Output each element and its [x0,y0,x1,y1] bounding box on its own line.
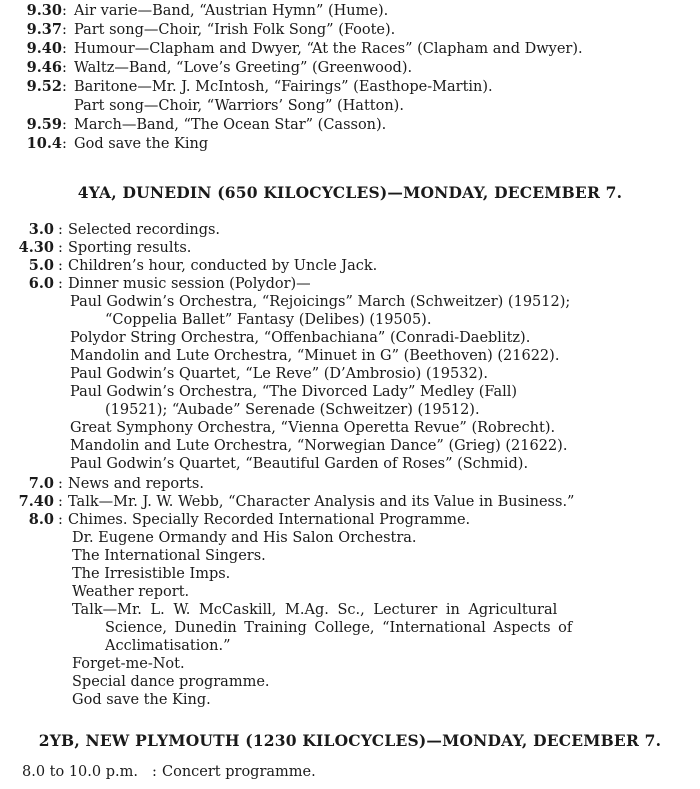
listing-time: 9.46 [26,59,62,76]
list-item: Weather report. [72,584,190,600]
list-item: Paul Godwin’s Quartet, “Le Reve” (D’Ambrosio) (19532). [70,366,488,382]
listing-time: 5.0 [28,257,54,274]
list-item: Acclimatisation.” [105,638,231,654]
list-item: The Irresistible Imps. [72,566,231,582]
listing-time: 6.0 [28,275,54,292]
station-heading-2yb: 2YB, NEW PLYMOUTH (1230 KILOCYCLES)—MONDAY, DECEMBER 7. [38,731,662,750]
listing-time: 8.0 to 10.0 p.m. [22,764,138,780]
listing-text: Dinner music session (Polydor)— [68,276,311,292]
list-item: Paul Godwin’s Quartet, “Beautiful Garden of Roses” (Schmid). [70,456,529,472]
list-item: Forget-me-Not. [72,656,185,672]
listing-text: God save the King [74,136,209,152]
listing-time: 9.40 [26,40,62,57]
list-item: Dr. Eugene Ormandy and His Salon Orchestra. [72,530,417,546]
listing-text: Humour—Clapham and Dwyer, “At the Races” (Clapham and Dwyer). [74,41,583,57]
list-item: “Coppelia Ballet” Fantasy (Delibes) (19505). [105,312,432,328]
listing-text: Concert programme. [162,764,316,780]
list-item: Mandolin and Lute Orchestra, “Minuet in G” (Beethoven) (21622). [70,348,560,364]
listing-text: Children’s hour, conducted by Uncle Jack. [68,258,378,274]
list-item: The International Singers. [72,548,266,564]
list-item: God save the King. [72,692,211,708]
listing-text: Waltz—Band, “Love’s Greeting” (Greenwood). [74,60,413,76]
list-item: Polydor String Orchestra, “Offenbachiana” (Conradi-Daeblitz). [70,330,531,346]
listing-text: Chimes. Specially Recorded International Programme. [68,512,471,528]
listing-text: Sporting results. [68,240,192,256]
listing-time: 9.59 [26,116,62,133]
list-item: Talk—Mr. L. W. McCaskill, M.Ag. Sc., Lecturer in Agricultural [72,602,558,618]
station-heading-4ya: 4YA, DUNEDIN (650 KILOCYCLES)—MONDAY, DECEMBER 7. [77,183,623,202]
listing-text: Part song—Choir, “Irish Folk Song” (Foote). [74,22,396,38]
listing-text: Baritone—Mr. J. McIntosh, “Fairings” (Easthope-Martin). [74,79,493,95]
listing-text: Talk—Mr. J. W. Webb, “Character Analysis and its Value in Business.” [68,494,575,510]
newspaper-page: 9.30 : Air varie—Band, “Austrian Hymn” (Hume). 9.37 : Part song—Choir, “Irish Folk Song” (Foote). 9.40 : Humour—Clapham and Dwyer, “At the Races” (Clapham and Dwyer). 9.46 : Waltz—Band, “Love’s Greeting” (Greenwood). 9.52 : Baritone—Mr. J. McIntosh, “Fairings” (Easthope-Martin). Part song—Choir, “Warriors’ Song” (Hatton). 9.59 : March—Band, “The Ocean Star” (Casson). 10.4 : God save the King 4YA, DUNEDIN (650 KILOCYCLES)—MONDAY, DECEMBER 7. 3.0 : Selected recordings. 4.30 : Sporting results. 5.0 : Children’s hour, conducted by Uncle Jack. 6.0 : Dinner music session (Polydor)— Paul Godwin’s Orchestra, “Rejoicings” March (Schweitzer) (19512); “Coppelia Ballet” Fantasy (Delibes) (19505). Polydor String Orchestra, “Offenbachiana” (Conradi-Daeblitz). Mandolin and Lute Orchestra, “Minuet in G” (Beethoven) (21622). Paul Godwin’s Quartet, “Le Reve” (D’Ambrosio) (19532). Paul Godwin’s Orchestra, “The Divorced Lady” Medley (Fall) (19521); “Aubade” Serenade (Schweitzer) (19512). Great Symphony Orchestra, “Vienna Operetta Revue” (Robrecht). Mandolin and Lute Orchestra, “Norwegian Dance” (Grieg) (21622). Paul Godwin’s Quartet, “Beautiful Garden of Roses” (Schmid). 7.0 : News and reports. 7.40 : Talk—Mr. J. W. Webb, “Character Analysis and its Value in Business.” 8.0 : Chimes. Specially Recorded International Programme. Dr. Eugene Ormandy and His Salon Orchestra. The International Singers. The Irresistible Imps. Weather report. Talk—Mr. L. W. McCaskill, M.Ag. Sc., Lecturer in Agricultural Science, Dunedin Training College, “International Aspects of Acclimatisation.” Forget-me-Not. Special dance programme. God save the King. 2YB, NEW PLYMOUTH (1230 KILOCYCLES)—MONDAY, DECEMBER 7. 8.0 to 10.0 p.m. : Concert programme. [0,0,700,789]
listing-text: News and reports. [68,476,204,492]
listing-text: Selected recordings. [68,222,221,238]
list-item: Paul Godwin’s Orchestra, “The Divorced Lady” Medley (Fall) [70,384,518,400]
listing-text: Air varie—Band, “Austrian Hymn” (Hume). [74,3,389,19]
listing-time: 9.52 [26,78,62,95]
listing-text: March—Band, “The Ocean Star” (Casson). [74,117,387,133]
listing-text: Part song—Choir, “Warriors’ Song” (Hatton). [74,98,404,114]
list-item: Mandolin and Lute Orchestra, “Norwegian Dance” (Grieg) (21622). [70,438,568,454]
listing-time: 9.30 [26,2,62,19]
listing-time: 9.37 [26,21,62,38]
listing-time: 7.0 [28,475,54,492]
listing-time: 8.0 [28,511,54,528]
listing-time: 10.4 [26,135,62,152]
list-item: Great Symphony Orchestra, “Vienna Operetta Revue” (Robrecht). [70,420,556,436]
listing-time: 3.0 [28,221,54,238]
list-item: (19521); “Aubade” Serenade (Schweitzer) (19512). [105,402,480,418]
listing-time: 7.40 [18,493,54,510]
list-item: Paul Godwin’s Orchestra, “Rejoicings” March (Schweitzer) (19512); [70,294,571,310]
list-item: Special dance programme. [72,674,270,690]
list-item: Science, Dunedin Training College, “International Aspects of [105,620,573,636]
listing-time: 4.30 [18,239,54,256]
